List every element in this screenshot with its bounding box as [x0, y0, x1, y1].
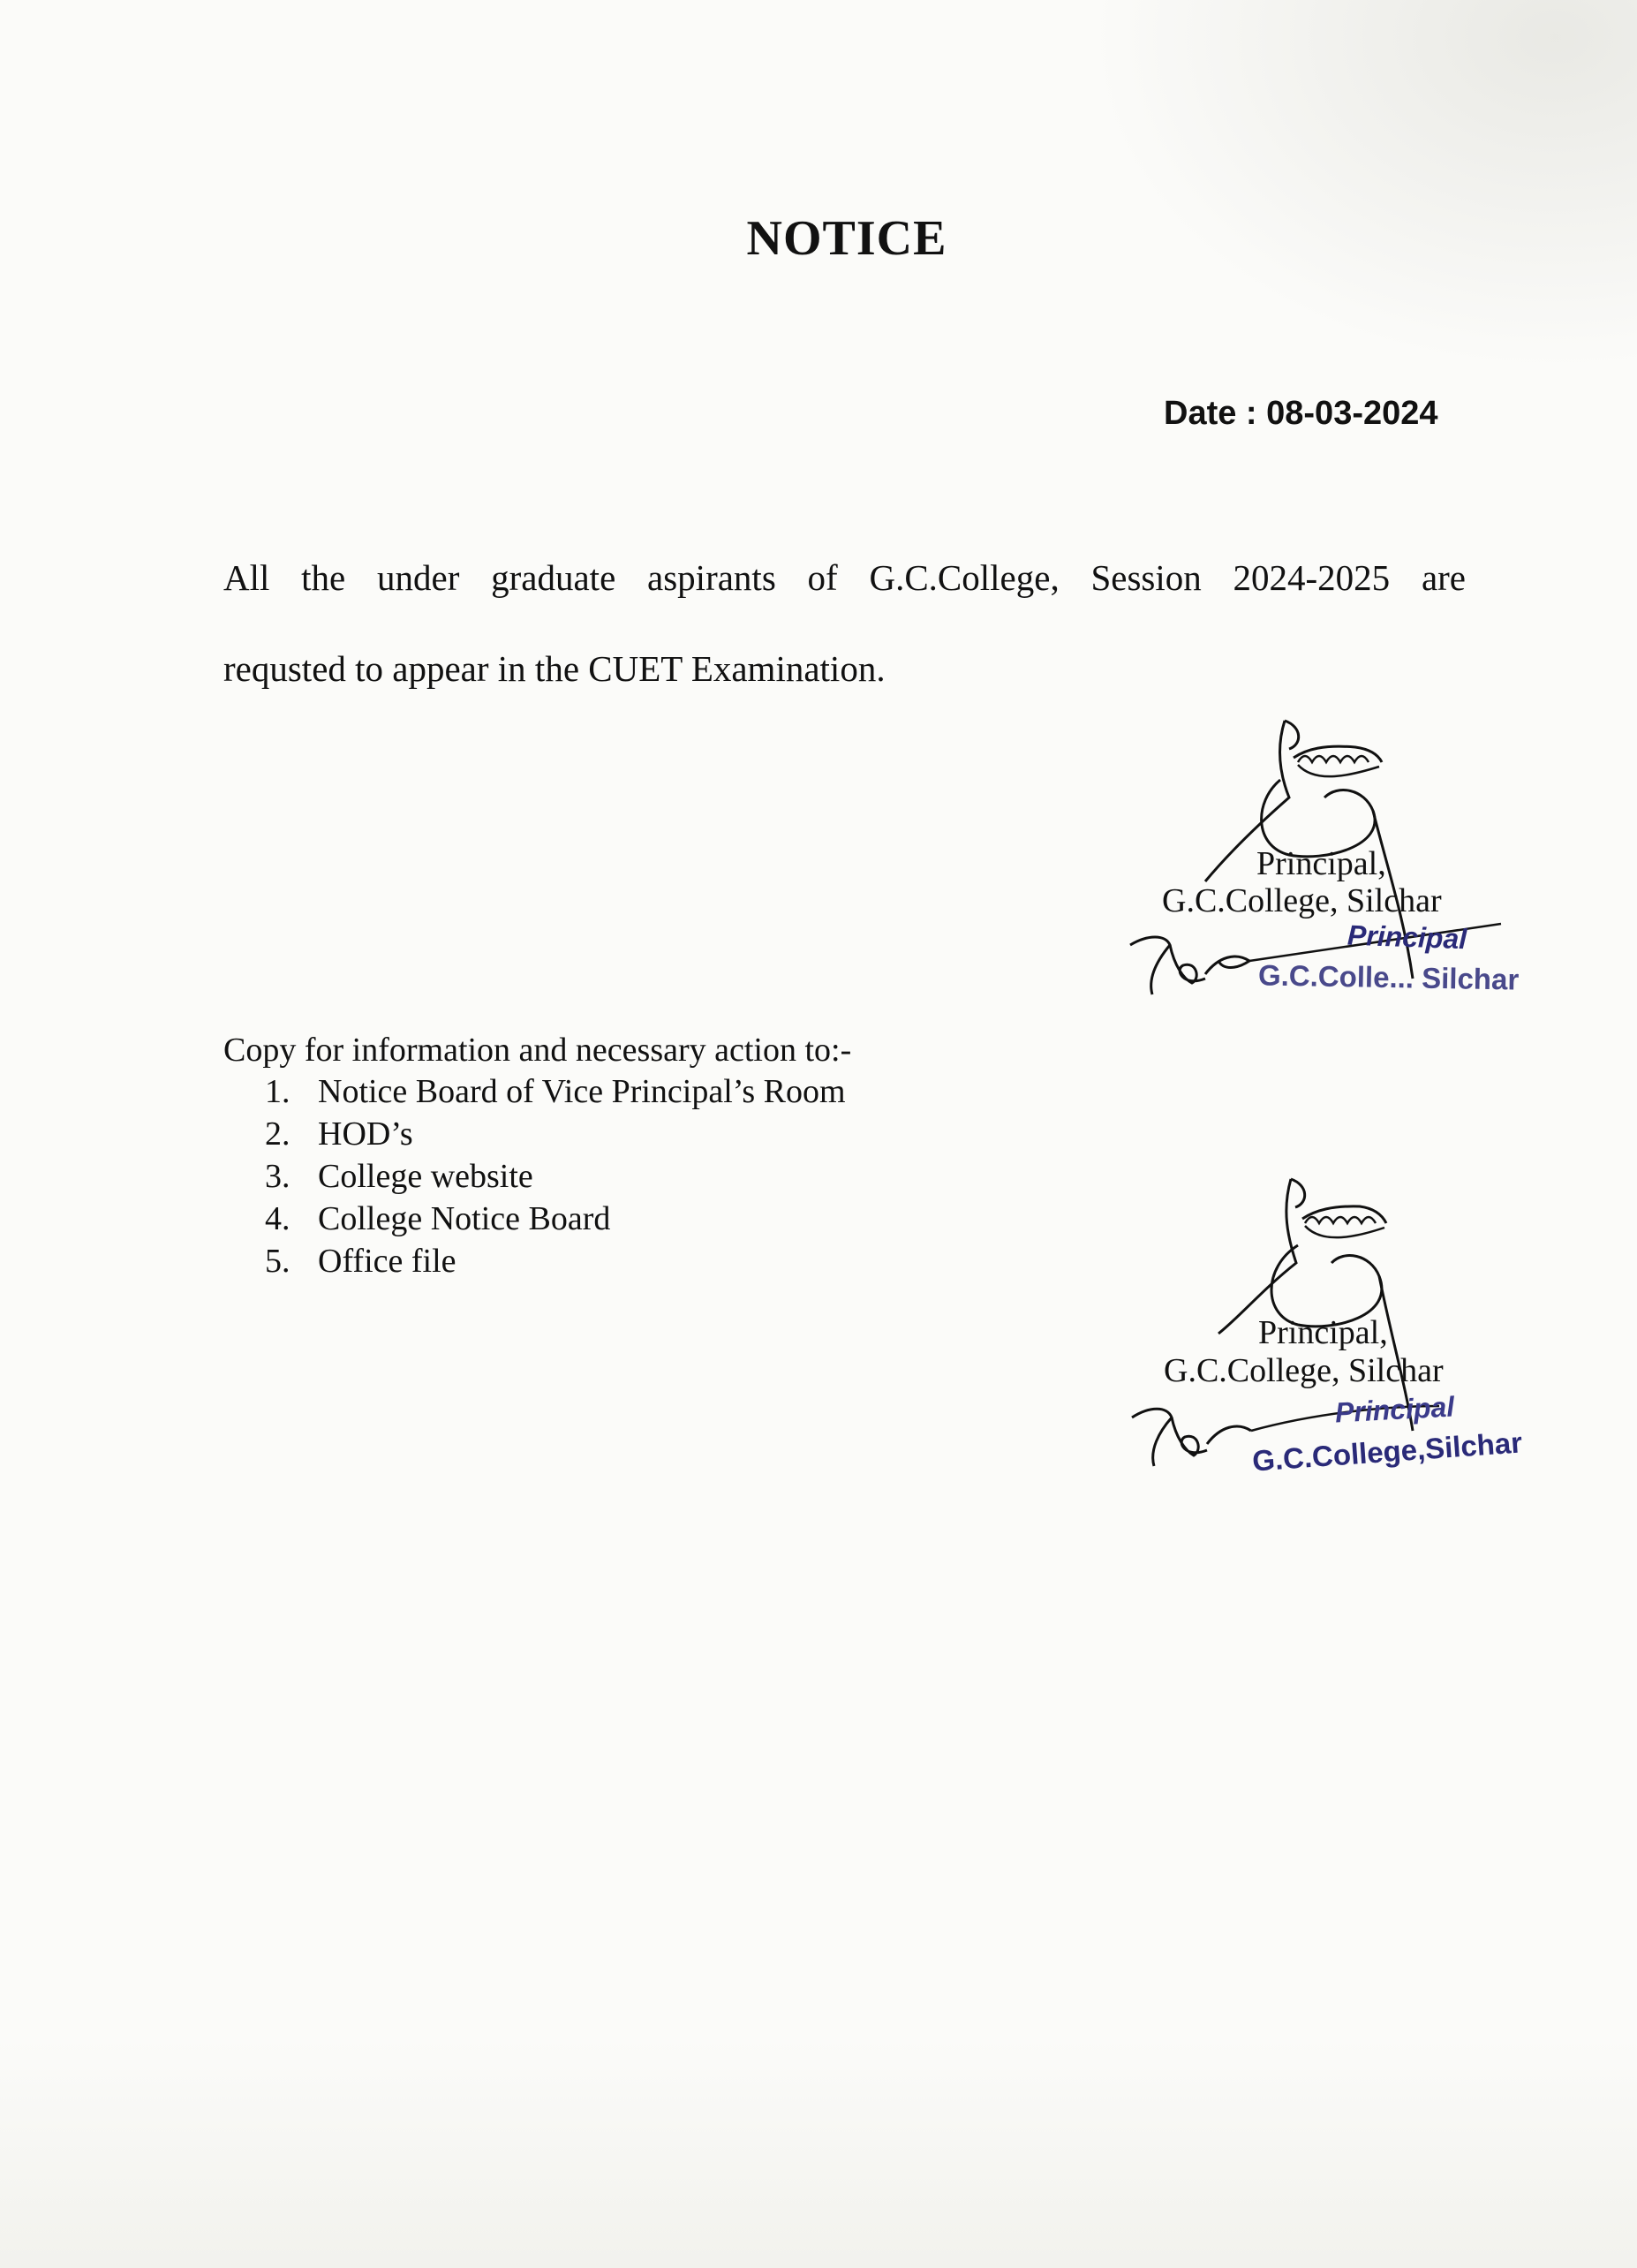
- list-item: [265, 1240, 846, 1282]
- copy-to-heading: Copy for information and necessary action to:-: [223, 1032, 852, 1069]
- list-item: [265, 1070, 846, 1113]
- signature-block-1: [1121, 714, 1616, 996]
- list-item-number: 4.: [265, 1200, 290, 1237]
- list-item: [265, 1155, 846, 1198]
- notice-title: NOTICE: [746, 211, 947, 266]
- list-item-text: Office file: [318, 1243, 456, 1280]
- list-item-number: 3.: [265, 1158, 290, 1195]
- signature-2-designation: Principal,: [1258, 1314, 1388, 1351]
- stamp-1-title: Principal: [1347, 919, 1467, 956]
- list-item-number: 1.: [265, 1073, 290, 1110]
- notice-body: [223, 533, 1466, 714]
- list-item: [265, 1198, 846, 1240]
- list-item-text: Notice Board of Vice Principal’s Room: [318, 1073, 846, 1110]
- list-item-text: HOD’s: [318, 1115, 413, 1153]
- list-item: [265, 1113, 846, 1155]
- notice-body-line-1: All the under graduate aspirants of G.C.College, Session 2024-2025 are: [223, 557, 1466, 598]
- list-item-text: College website: [318, 1158, 533, 1195]
- list-item-number: 5.: [265, 1243, 290, 1280]
- list-item-number: 2.: [265, 1115, 290, 1153]
- notice-date: Date : 08-03-2024: [1164, 395, 1438, 432]
- signature-1-designation: Principal,: [1256, 845, 1386, 882]
- stamp-1-college: G.C.Colle... Silchar: [1257, 958, 1520, 996]
- stamp-2-title: Principal: [1334, 1390, 1455, 1429]
- notice-body-line-2: requsted to appear in the CUET Examination.: [223, 648, 886, 689]
- paper-texture: [1090, 0, 1637, 371]
- signature-2-institution: G.C.College, Silchar: [1164, 1352, 1444, 1389]
- copy-to-list: [265, 1070, 846, 1282]
- list-item-text: College Notice Board: [318, 1200, 611, 1237]
- signature-1-institution: G.C.College, Silchar: [1162, 882, 1442, 919]
- paper-shading: [0, 2038, 1637, 2268]
- stamp-2-college: G.C.College,Silchar: [1251, 1425, 1524, 1478]
- signature-block-2: [1121, 1175, 1616, 1478]
